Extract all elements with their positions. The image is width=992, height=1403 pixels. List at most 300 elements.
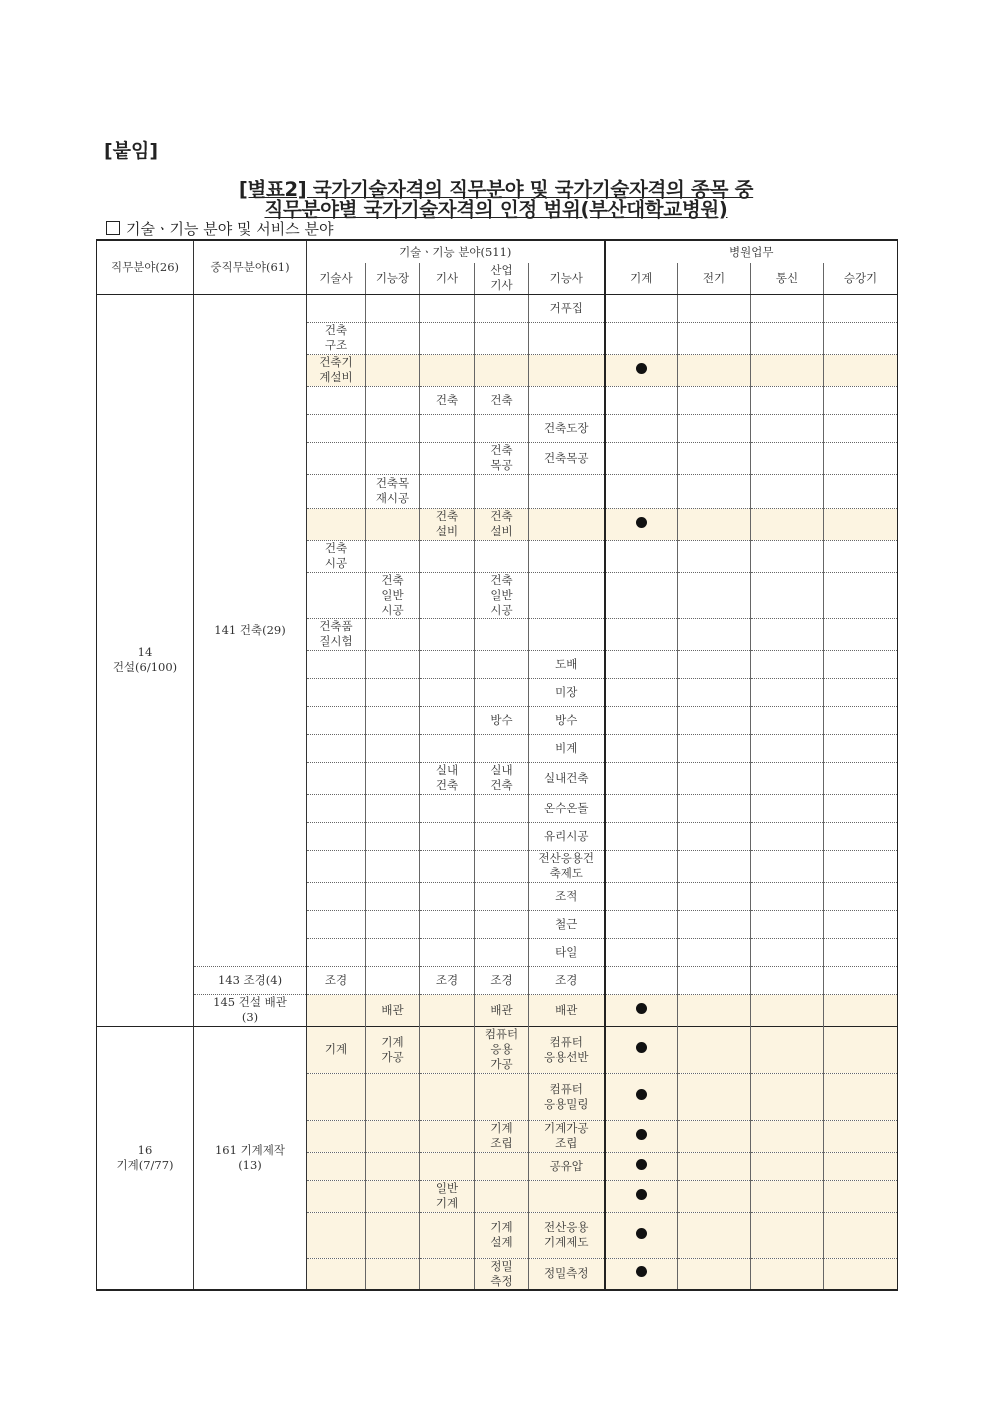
sub-duty-field-cell: 161 기계제작 (13) bbox=[194, 1026, 307, 1290]
qualification-cell bbox=[824, 442, 898, 474]
qualification-cell bbox=[678, 994, 751, 1026]
qualification-table bbox=[96, 239, 898, 1291]
qualification-cell bbox=[307, 938, 366, 966]
qualification-cell bbox=[605, 850, 678, 882]
qualification-cell: 온수온돌 bbox=[529, 794, 605, 822]
qualification-cell bbox=[824, 938, 898, 966]
column-header: 기술사 bbox=[307, 263, 366, 294]
qualification-cell bbox=[420, 618, 475, 650]
qualification-cell bbox=[366, 734, 420, 762]
qualification-cell bbox=[751, 650, 824, 678]
sub-duty-field-cell: 141 건축(29) bbox=[194, 294, 307, 966]
qualification-cell bbox=[678, 414, 751, 442]
column-header: 산업 기사 bbox=[475, 263, 529, 294]
qualification-cell bbox=[605, 966, 678, 994]
qualification-cell bbox=[678, 938, 751, 966]
qualification-cell bbox=[529, 386, 605, 414]
qualification-cell bbox=[824, 1180, 898, 1212]
qualification-cell bbox=[420, 678, 475, 706]
qualification-cell bbox=[307, 994, 366, 1026]
qualification-cell bbox=[475, 822, 529, 850]
qualification-cell bbox=[529, 322, 605, 354]
qualification-cell: 일반 기계 bbox=[420, 1180, 475, 1212]
qualification-cell bbox=[529, 540, 605, 572]
qualification-cell bbox=[307, 508, 366, 540]
qualification-cell bbox=[366, 910, 420, 938]
qualification-cell bbox=[751, 1152, 824, 1180]
qualification-cell bbox=[420, 1120, 475, 1152]
qualification-cell bbox=[824, 734, 898, 762]
qualification-cell bbox=[824, 474, 898, 508]
qualification-cell: 조적 bbox=[529, 882, 605, 910]
column-header: 전기 bbox=[678, 263, 751, 294]
qualification-cell: 건축목 재시공 bbox=[366, 474, 420, 508]
qualification-cell: 전산응용건 축제도 bbox=[529, 850, 605, 882]
qualification-cell bbox=[307, 734, 366, 762]
qualification-cell bbox=[307, 1212, 366, 1258]
qualification-cell: 미장 bbox=[529, 678, 605, 706]
qualification-cell bbox=[366, 882, 420, 910]
qualification-cell bbox=[420, 910, 475, 938]
qualification-cell bbox=[420, 1152, 475, 1180]
qualification-cell bbox=[366, 938, 420, 966]
qualification-cell bbox=[475, 850, 529, 882]
qualification-cell bbox=[366, 414, 420, 442]
qualification-cell bbox=[824, 386, 898, 414]
qualification-cell bbox=[678, 1120, 751, 1152]
qualification-cell bbox=[751, 442, 824, 474]
header-sub-duty-field: 중직무분야(61) bbox=[194, 240, 307, 294]
qualification-cell bbox=[751, 994, 824, 1026]
qualification-cell: 실내 건축 bbox=[420, 762, 475, 794]
qualification-cell: 유리시공 bbox=[529, 822, 605, 850]
qualification-cell bbox=[420, 1212, 475, 1258]
qualification-cell bbox=[751, 540, 824, 572]
bullet-icon bbox=[636, 517, 647, 528]
qualification-cell bbox=[751, 734, 824, 762]
qualification-cell bbox=[824, 1026, 898, 1073]
bullet-icon bbox=[636, 1266, 647, 1277]
qualification-cell: 타일 bbox=[529, 938, 605, 966]
qualification-cell bbox=[678, 442, 751, 474]
column-header: 기사 bbox=[420, 263, 475, 294]
qualification-cell bbox=[751, 966, 824, 994]
qualification-cell: 조경 bbox=[475, 966, 529, 994]
qualification-cell: 배관 bbox=[475, 994, 529, 1026]
qualification-cell bbox=[824, 966, 898, 994]
qualification-cell bbox=[475, 734, 529, 762]
qualification-cell bbox=[420, 994, 475, 1026]
qualification-cell bbox=[678, 1026, 751, 1073]
qualification-cell: 방수 bbox=[529, 706, 605, 734]
column-header: 승강기 bbox=[824, 263, 898, 294]
bullet-icon bbox=[636, 1228, 647, 1239]
qualification-cell bbox=[366, 294, 420, 322]
section-heading bbox=[106, 218, 333, 239]
qualification-cell bbox=[366, 794, 420, 822]
qualification-cell bbox=[420, 822, 475, 850]
qualification-cell bbox=[751, 850, 824, 882]
qualification-cell bbox=[475, 678, 529, 706]
recognized-cell bbox=[605, 1026, 678, 1073]
qualification-cell bbox=[678, 706, 751, 734]
qualification-cell: 컴퓨터 응용밀링 bbox=[529, 1073, 605, 1120]
qualification-cell: 철근 bbox=[529, 910, 605, 938]
qualification-cell: 실내 건축 bbox=[475, 762, 529, 794]
recognized-cell bbox=[605, 1120, 678, 1152]
qualification-cell bbox=[366, 618, 420, 650]
qualification-cell: 기계 설계 bbox=[475, 1212, 529, 1258]
qualification-cell bbox=[307, 706, 366, 734]
qualification-cell bbox=[751, 1120, 824, 1152]
qualification-cell bbox=[366, 1180, 420, 1212]
qualification-cell bbox=[824, 540, 898, 572]
qualification-cell bbox=[307, 1258, 366, 1290]
qualification-cell bbox=[678, 762, 751, 794]
qualification-cell bbox=[366, 1120, 420, 1152]
qualification-cell bbox=[751, 294, 824, 322]
qualification-cell: 기계 가공 bbox=[366, 1026, 420, 1073]
qualification-cell bbox=[824, 678, 898, 706]
qualification-cell: 컴퓨터 응용 가공 bbox=[475, 1026, 529, 1073]
column-header: 통신 bbox=[751, 263, 824, 294]
qualification-cell bbox=[475, 650, 529, 678]
bullet-icon bbox=[636, 1003, 647, 1014]
qualification-cell bbox=[751, 1180, 824, 1212]
qualification-cell bbox=[307, 794, 366, 822]
qualification-cell bbox=[605, 294, 678, 322]
qualification-cell bbox=[605, 794, 678, 822]
qualification-cell bbox=[678, 322, 751, 354]
qualification-cell bbox=[307, 1180, 366, 1212]
qualification-cell bbox=[678, 794, 751, 822]
qualification-cell bbox=[366, 442, 420, 474]
qualification-cell bbox=[678, 386, 751, 414]
qualification-cell bbox=[678, 508, 751, 540]
qualification-cell bbox=[366, 706, 420, 734]
qualification-cell bbox=[824, 794, 898, 822]
recognized-cell bbox=[605, 1073, 678, 1120]
column-header: 기능사 bbox=[529, 263, 605, 294]
recognized-cell bbox=[605, 1152, 678, 1180]
qualification-cell bbox=[475, 910, 529, 938]
qualification-cell bbox=[307, 882, 366, 910]
qualification-cell bbox=[824, 1120, 898, 1152]
qualification-cell bbox=[751, 938, 824, 966]
qualification-cell bbox=[307, 572, 366, 618]
duty-field-cell: 16 기계(7/77) bbox=[97, 1026, 194, 1290]
qualification-cell bbox=[678, 882, 751, 910]
qualification-cell bbox=[475, 794, 529, 822]
qualification-cell bbox=[751, 508, 824, 540]
qualification-cell bbox=[529, 354, 605, 386]
bullet-icon bbox=[636, 363, 647, 374]
qualification-cell bbox=[824, 1212, 898, 1258]
qualification-cell bbox=[366, 650, 420, 678]
qualification-cell bbox=[420, 1258, 475, 1290]
qualification-cell bbox=[751, 618, 824, 650]
document-title-line1: [별표2] 국가기술자격의 직무분야 및 국가기술자격의 종목 중 bbox=[238, 178, 754, 201]
bullet-icon bbox=[636, 1089, 647, 1100]
qualification-cell: 거푸집 bbox=[529, 294, 605, 322]
qualification-cell: 기계 조립 bbox=[475, 1120, 529, 1152]
qualification-cell bbox=[420, 794, 475, 822]
qualification-cell bbox=[605, 822, 678, 850]
qualification-cell bbox=[307, 474, 366, 508]
qualification-cell: 비계 bbox=[529, 734, 605, 762]
qualification-cell bbox=[307, 414, 366, 442]
qualification-cell bbox=[366, 1212, 420, 1258]
qualification-cell bbox=[678, 1180, 751, 1212]
qualification-cell bbox=[824, 910, 898, 938]
qualification-cell bbox=[678, 822, 751, 850]
qualification-cell bbox=[529, 618, 605, 650]
qualification-cell bbox=[751, 910, 824, 938]
qualification-cell bbox=[824, 762, 898, 794]
qualification-cell: 배관 bbox=[366, 994, 420, 1026]
qualification-cell bbox=[678, 966, 751, 994]
qualification-cell bbox=[475, 540, 529, 572]
qualification-cell bbox=[678, 1073, 751, 1120]
qualification-cell bbox=[678, 650, 751, 678]
qualification-cell bbox=[678, 678, 751, 706]
qualification-cell bbox=[678, 734, 751, 762]
qualification-cell: 기계가공 조립 bbox=[529, 1120, 605, 1152]
qualification-cell bbox=[678, 1258, 751, 1290]
qualification-cell bbox=[678, 1152, 751, 1180]
qualification-cell bbox=[678, 354, 751, 386]
qualification-cell bbox=[307, 822, 366, 850]
qualification-cell bbox=[420, 540, 475, 572]
qualification-cell bbox=[420, 1026, 475, 1073]
qualification-cell bbox=[751, 706, 824, 734]
qualification-cell: 건축 설비 bbox=[420, 508, 475, 540]
qualification-cell: 도배 bbox=[529, 650, 605, 678]
qualification-cell bbox=[307, 1152, 366, 1180]
recognized-cell bbox=[605, 1212, 678, 1258]
table-row bbox=[97, 966, 898, 994]
qualification-cell bbox=[420, 442, 475, 474]
qualification-cell bbox=[751, 414, 824, 442]
qualification-cell bbox=[605, 474, 678, 508]
qualification-cell bbox=[420, 322, 475, 354]
qualification-cell bbox=[307, 442, 366, 474]
qualification-cell: 조경 bbox=[307, 966, 366, 994]
qualification-cell bbox=[605, 678, 678, 706]
qualification-cell: 컴퓨터 응용선반 bbox=[529, 1026, 605, 1073]
column-header: 기능장 bbox=[366, 263, 420, 294]
qualification-cell bbox=[751, 322, 824, 354]
qualification-cell bbox=[824, 882, 898, 910]
qualification-cell: 전산응용 기계제도 bbox=[529, 1212, 605, 1258]
qualification-cell bbox=[751, 678, 824, 706]
qualification-cell bbox=[605, 540, 678, 572]
qualification-cell bbox=[751, 1073, 824, 1120]
qualification-cell: 건축 일반 시공 bbox=[366, 572, 420, 618]
qualification-cell bbox=[529, 508, 605, 540]
sub-duty-field-cell: 145 건설 배관 (3) bbox=[194, 994, 307, 1026]
qualification-cell: 공유압 bbox=[529, 1152, 605, 1180]
qualification-cell: 조경 bbox=[420, 966, 475, 994]
qualification-cell bbox=[751, 572, 824, 618]
qualification-cell bbox=[605, 762, 678, 794]
qualification-cell bbox=[824, 294, 898, 322]
qualification-cell: 정밀 측정 bbox=[475, 1258, 529, 1290]
recognized-cell bbox=[605, 354, 678, 386]
qualification-cell bbox=[307, 850, 366, 882]
qualification-cell bbox=[366, 822, 420, 850]
qualification-cell bbox=[475, 1073, 529, 1120]
bullet-icon bbox=[636, 1189, 647, 1200]
recognized-cell bbox=[605, 1180, 678, 1212]
header-duty-field: 직무분야(26) bbox=[97, 240, 194, 294]
qualification-cell bbox=[366, 762, 420, 794]
bullet-icon bbox=[636, 1129, 647, 1140]
qualification-cell bbox=[307, 1073, 366, 1120]
qualification-cell bbox=[824, 354, 898, 386]
qualification-cell bbox=[678, 540, 751, 572]
qualification-cell bbox=[420, 850, 475, 882]
qualification-cell bbox=[366, 386, 420, 414]
recognized-cell bbox=[605, 1258, 678, 1290]
qualification-cell bbox=[751, 762, 824, 794]
recognized-cell bbox=[605, 994, 678, 1026]
qualification-cell bbox=[475, 1152, 529, 1180]
qualification-cell: 건축품 질시험 bbox=[307, 618, 366, 650]
qualification-cell bbox=[475, 414, 529, 442]
qualification-cell bbox=[420, 706, 475, 734]
qualification-cell bbox=[420, 650, 475, 678]
qualification-cell bbox=[420, 938, 475, 966]
qualification-cell bbox=[678, 294, 751, 322]
qualification-cell bbox=[824, 994, 898, 1026]
qualification-cell bbox=[678, 1212, 751, 1258]
qualification-cell bbox=[678, 618, 751, 650]
qualification-cell bbox=[605, 734, 678, 762]
qualification-cell bbox=[307, 1120, 366, 1152]
qualification-cell bbox=[529, 474, 605, 508]
qualification-cell bbox=[366, 508, 420, 540]
qualification-cell bbox=[475, 354, 529, 386]
square-bullet-icon bbox=[106, 221, 120, 235]
section-title: 기술ㆍ기능 분야 및 서비스 분야 bbox=[126, 220, 334, 238]
recognized-cell bbox=[605, 508, 678, 540]
qualification-cell bbox=[751, 794, 824, 822]
qualification-cell bbox=[366, 678, 420, 706]
qualification-cell: 방수 bbox=[475, 706, 529, 734]
qualification-cell bbox=[366, 1073, 420, 1120]
qualification-cell bbox=[751, 1026, 824, 1073]
qualification-cell bbox=[824, 508, 898, 540]
qualification-cell bbox=[751, 386, 824, 414]
qualification-cell bbox=[824, 618, 898, 650]
qualification-cell bbox=[751, 822, 824, 850]
sub-duty-field-cell: 143 조경(4) bbox=[194, 966, 307, 994]
column-header: 기계 bbox=[605, 263, 678, 294]
qualification-cell bbox=[366, 1152, 420, 1180]
qualification-cell bbox=[605, 386, 678, 414]
qualification-cell bbox=[475, 322, 529, 354]
qualification-cell bbox=[475, 938, 529, 966]
qualification-cell: 건축 일반 시공 bbox=[475, 572, 529, 618]
qualification-cell: 건축 시공 bbox=[307, 540, 366, 572]
qualification-cell bbox=[420, 474, 475, 508]
qualification-cell bbox=[475, 618, 529, 650]
qualification-cell bbox=[824, 572, 898, 618]
qualification-cell bbox=[605, 938, 678, 966]
header-tech-group: 기술ㆍ기능 분야(511) bbox=[307, 240, 605, 263]
qualification-cell: 정밀측정 bbox=[529, 1258, 605, 1290]
qualification-cell bbox=[678, 572, 751, 618]
qualification-cell bbox=[420, 1073, 475, 1120]
qualification-cell bbox=[678, 850, 751, 882]
qualification-cell bbox=[824, 1258, 898, 1290]
qualification-cell bbox=[751, 474, 824, 508]
qualification-cell bbox=[366, 850, 420, 882]
qualification-cell bbox=[605, 442, 678, 474]
table-row bbox=[97, 294, 898, 322]
qualification-cell: 배관 bbox=[529, 994, 605, 1026]
duty-field-cell: 14 건설(6/100) bbox=[112, 645, 178, 674]
qualification-cell bbox=[529, 1180, 605, 1212]
qualification-cell: 건축 bbox=[475, 386, 529, 414]
qualification-cell: 건축도장 bbox=[529, 414, 605, 442]
qualification-cell bbox=[824, 822, 898, 850]
qualification-cell bbox=[605, 618, 678, 650]
qualification-cell: 건축 목공 bbox=[475, 442, 529, 474]
qualification-cell bbox=[605, 322, 678, 354]
qualification-cell bbox=[475, 882, 529, 910]
qualification-cell bbox=[824, 1073, 898, 1120]
qualification-cell bbox=[605, 882, 678, 910]
qualification-cell: 조경 bbox=[529, 966, 605, 994]
qualification-cell bbox=[678, 474, 751, 508]
qualification-cell bbox=[307, 386, 366, 414]
qualification-cell bbox=[475, 1180, 529, 1212]
qualification-cell bbox=[751, 1212, 824, 1258]
qualification-cell bbox=[420, 414, 475, 442]
qualification-cell bbox=[824, 706, 898, 734]
qualification-cell bbox=[307, 650, 366, 678]
qualification-cell bbox=[420, 882, 475, 910]
qualification-cell bbox=[751, 354, 824, 386]
qualification-cell: 건축 구조 bbox=[307, 322, 366, 354]
qualification-cell bbox=[824, 322, 898, 354]
qualification-cell bbox=[366, 354, 420, 386]
bullet-icon bbox=[636, 1159, 647, 1170]
qualification-cell: 건축 설비 bbox=[475, 508, 529, 540]
qualification-cell bbox=[366, 966, 420, 994]
qualification-cell bbox=[366, 322, 420, 354]
qualification-cell bbox=[605, 414, 678, 442]
qualification-cell bbox=[307, 762, 366, 794]
qualification-cell bbox=[824, 414, 898, 442]
qualification-cell bbox=[475, 294, 529, 322]
qualification-cell bbox=[529, 572, 605, 618]
qualification-cell bbox=[824, 650, 898, 678]
bullet-icon bbox=[636, 1042, 647, 1053]
qualification-cell: 건축 bbox=[420, 386, 475, 414]
attachment-label: [붙임] bbox=[104, 140, 159, 162]
qualification-cell bbox=[605, 572, 678, 618]
qualification-cell bbox=[751, 882, 824, 910]
qualification-cell bbox=[307, 910, 366, 938]
qualification-cell bbox=[307, 294, 366, 322]
qualification-cell bbox=[420, 294, 475, 322]
qualification-cell bbox=[605, 650, 678, 678]
qualification-cell bbox=[605, 706, 678, 734]
qualification-cell: 건축목공 bbox=[529, 442, 605, 474]
